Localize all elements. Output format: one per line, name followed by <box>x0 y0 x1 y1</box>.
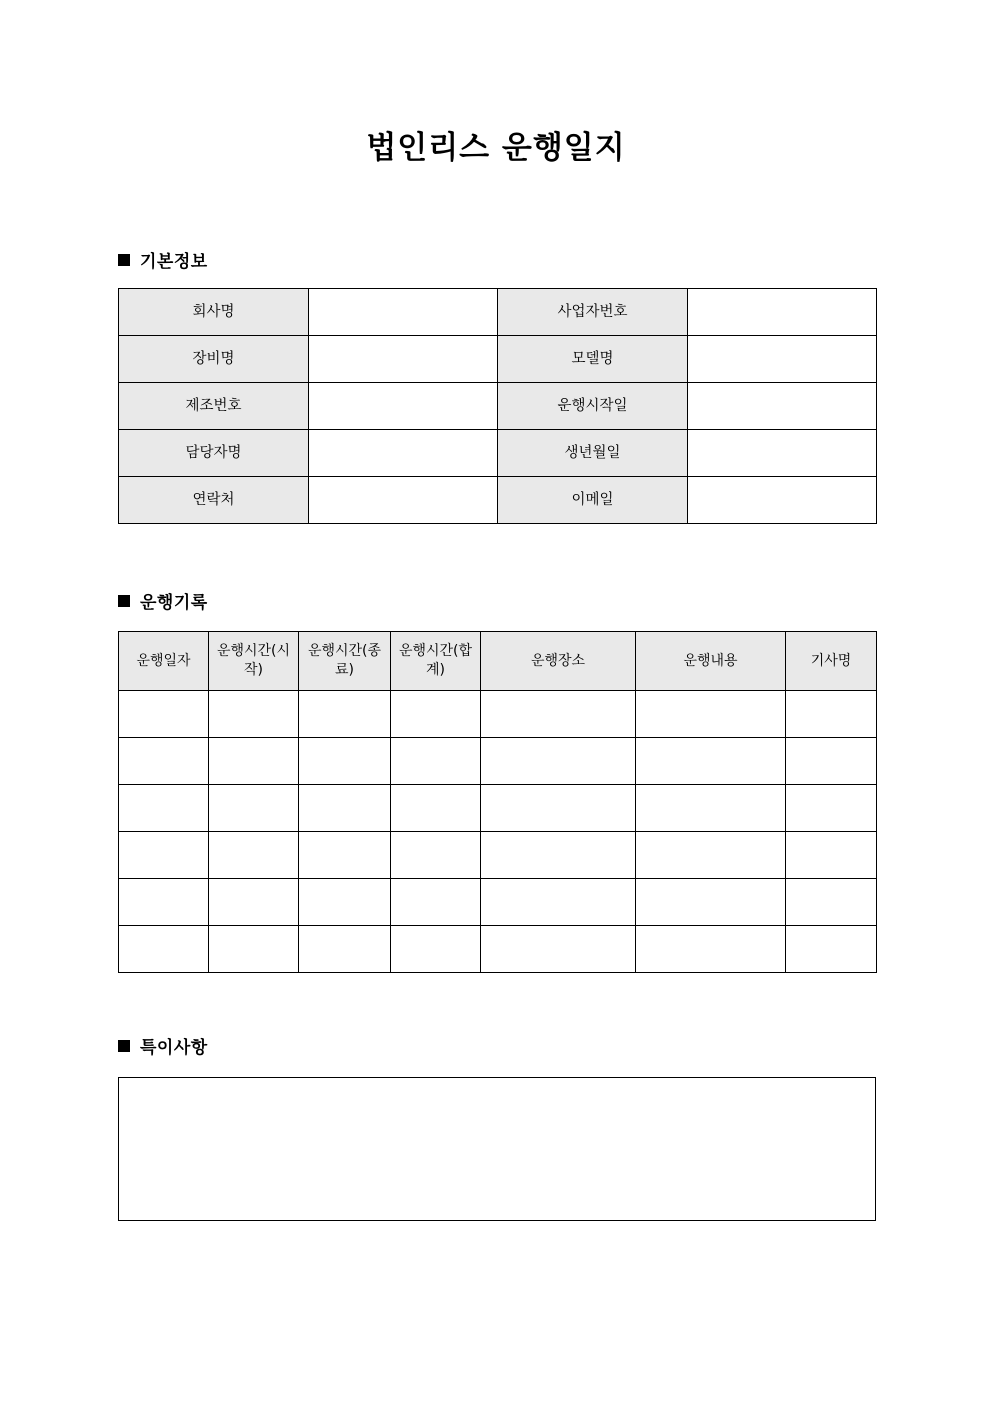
section-heading-special-notes <box>118 1036 208 1060</box>
section-heading-special-notes-label: 특이사항 <box>140 1038 208 1058</box>
basic-label-birth-date: 생년월일 <box>498 430 688 477</box>
special-notes-textarea[interactable] <box>118 1077 876 1221</box>
basic-value-birth-date[interactable] <box>688 430 877 477</box>
records-cell-location[interactable] <box>481 832 636 879</box>
basic-label-serial-number: 제조번호 <box>119 383 309 430</box>
records-cell-content[interactable] <box>636 738 786 785</box>
records-cell-total-time[interactable] <box>391 926 481 973</box>
basic-info-table <box>118 288 877 524</box>
records-cell-start-time[interactable] <box>209 879 299 926</box>
section-heading-basic-info <box>118 250 208 274</box>
table-row <box>119 738 877 785</box>
basic-label-company-name: 회사명 <box>119 289 309 336</box>
records-column-driver: 기사명 <box>786 632 877 691</box>
records-cell-driver[interactable] <box>786 879 877 926</box>
table-row <box>119 785 877 832</box>
table-row <box>119 832 877 879</box>
records-cell-end-time[interactable] <box>299 785 391 832</box>
records-column-content: 운행내용 <box>636 632 786 691</box>
records-cell-date[interactable] <box>119 879 209 926</box>
records-column-total-time: 운행시간(합계) <box>391 632 481 691</box>
records-cell-driver[interactable] <box>786 738 877 785</box>
records-cell-date[interactable] <box>119 832 209 879</box>
records-cell-driver[interactable] <box>786 926 877 973</box>
records-cell-content[interactable] <box>636 926 786 973</box>
section-heading-driving-records-label: 운행기록 <box>140 593 208 613</box>
basic-value-manager-name[interactable] <box>309 430 498 477</box>
table-header-row <box>119 632 877 691</box>
records-cell-driver[interactable] <box>786 832 877 879</box>
basic-value-business-number[interactable] <box>688 289 877 336</box>
records-cell-start-time[interactable] <box>209 832 299 879</box>
basic-value-company-name[interactable] <box>309 289 498 336</box>
square-bullet-icon <box>118 1040 130 1052</box>
section-heading-driving-records <box>118 591 208 615</box>
records-cell-driver[interactable] <box>786 691 877 738</box>
records-cell-date[interactable] <box>119 926 209 973</box>
table-row <box>119 289 877 336</box>
records-cell-start-time[interactable] <box>209 738 299 785</box>
records-cell-location[interactable] <box>481 926 636 973</box>
records-cell-location[interactable] <box>481 691 636 738</box>
basic-value-equipment-name[interactable] <box>309 336 498 383</box>
records-cell-end-time[interactable] <box>299 691 391 738</box>
basic-value-operation-start-date[interactable] <box>688 383 877 430</box>
driving-records-table <box>118 631 877 973</box>
records-cell-total-time[interactable] <box>391 832 481 879</box>
table-row <box>119 336 877 383</box>
records-cell-start-time[interactable] <box>209 926 299 973</box>
table-row <box>119 383 877 430</box>
records-column-location: 운행장소 <box>481 632 636 691</box>
table-row <box>119 879 877 926</box>
basic-value-email[interactable] <box>688 477 877 524</box>
records-cell-content[interactable] <box>636 691 786 738</box>
section-heading-basic-info-label: 기본정보 <box>140 252 208 272</box>
basic-label-business-number: 사업자번호 <box>498 289 688 336</box>
records-cell-end-time[interactable] <box>299 738 391 785</box>
table-row <box>119 926 877 973</box>
table-row <box>119 691 877 738</box>
square-bullet-icon <box>118 254 130 266</box>
basic-value-serial-number[interactable] <box>309 383 498 430</box>
records-cell-content[interactable] <box>636 832 786 879</box>
basic-label-equipment-name: 장비명 <box>119 336 309 383</box>
records-cell-date[interactable] <box>119 691 209 738</box>
basic-label-manager-name: 담당자명 <box>119 430 309 477</box>
records-cell-start-time[interactable] <box>209 691 299 738</box>
records-cell-date[interactable] <box>119 785 209 832</box>
records-column-start-time: 운행시간(시작) <box>209 632 299 691</box>
records-cell-total-time[interactable] <box>391 691 481 738</box>
table-row <box>119 430 877 477</box>
records-cell-end-time[interactable] <box>299 926 391 973</box>
records-cell-location[interactable] <box>481 738 636 785</box>
records-column-end-time: 운행시간(종료) <box>299 632 391 691</box>
records-column-date: 운행일자 <box>119 632 209 691</box>
records-cell-location[interactable] <box>481 785 636 832</box>
records-cell-driver[interactable] <box>786 785 877 832</box>
basic-label-contact: 연락처 <box>119 477 309 524</box>
records-cell-date[interactable] <box>119 738 209 785</box>
page-title: 법인리스 운행일지 <box>366 130 626 166</box>
records-cell-total-time[interactable] <box>391 785 481 832</box>
basic-value-contact[interactable] <box>309 477 498 524</box>
basic-label-email: 이메일 <box>498 477 688 524</box>
records-cell-end-time[interactable] <box>299 832 391 879</box>
basic-label-operation-start-date: 운행시작일 <box>498 383 688 430</box>
square-bullet-icon <box>118 595 130 607</box>
records-cell-total-time[interactable] <box>391 879 481 926</box>
records-cell-content[interactable] <box>636 785 786 832</box>
records-cell-location[interactable] <box>481 879 636 926</box>
basic-value-model-name[interactable] <box>688 336 877 383</box>
records-cell-start-time[interactable] <box>209 785 299 832</box>
basic-label-model-name: 모델명 <box>498 336 688 383</box>
records-cell-content[interactable] <box>636 879 786 926</box>
records-cell-end-time[interactable] <box>299 879 391 926</box>
records-cell-total-time[interactable] <box>391 738 481 785</box>
table-row <box>119 477 877 524</box>
